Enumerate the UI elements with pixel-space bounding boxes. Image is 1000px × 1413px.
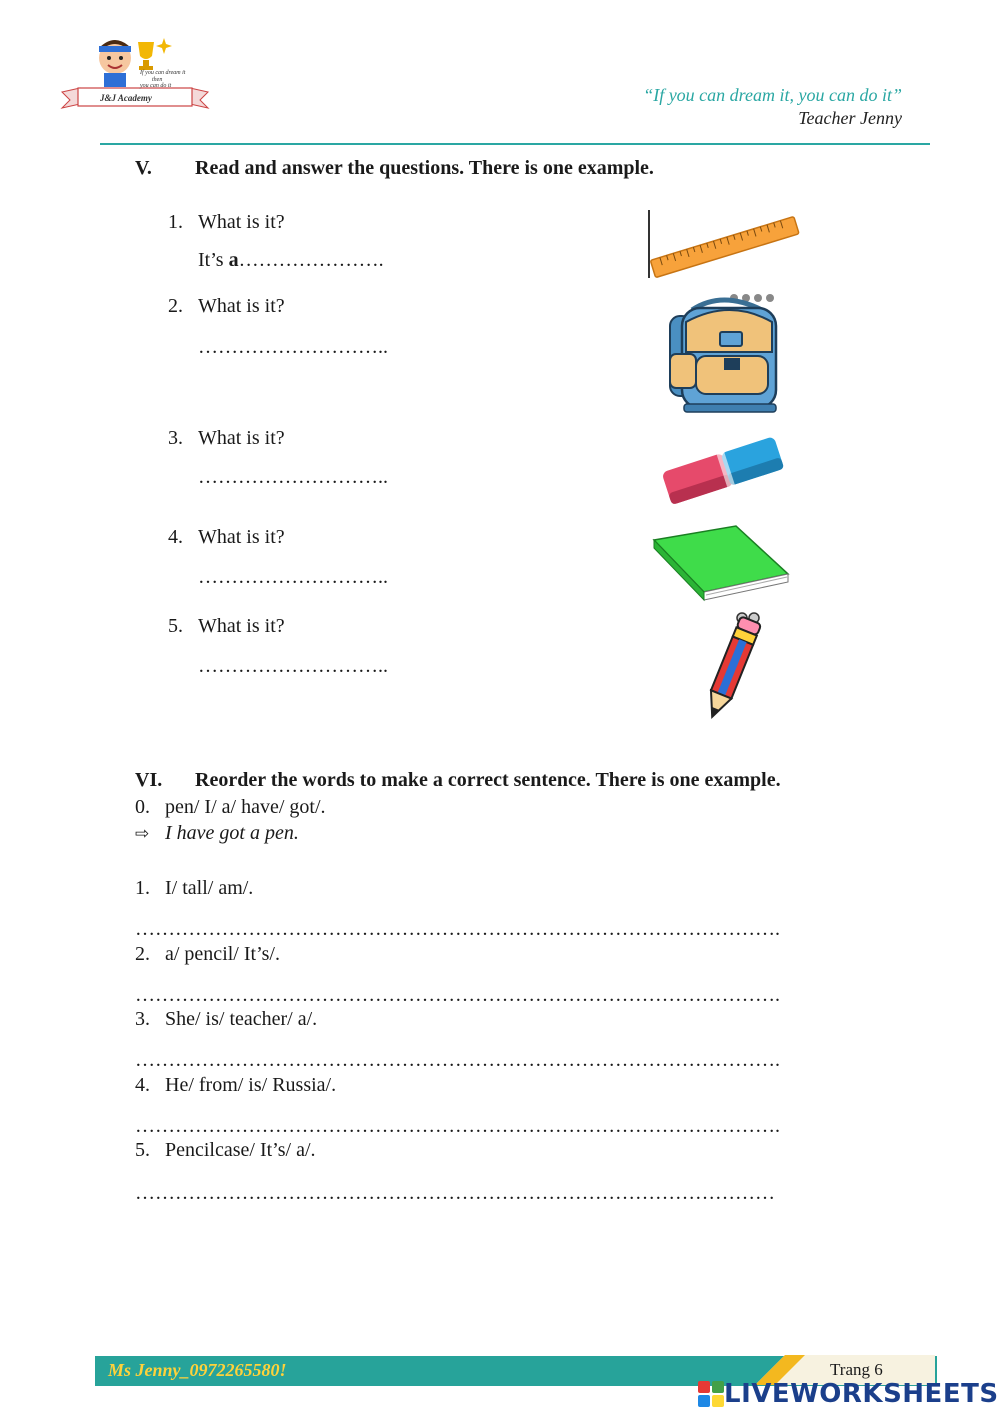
question-5 <box>168 615 285 638</box>
item-number: 2. <box>135 943 150 965</box>
ruler-picture <box>645 208 805 283</box>
item-number: 3. <box>135 1008 150 1030</box>
liveworksheets-brand[interactable] <box>698 1378 999 1410</box>
question-3 <box>168 427 285 450</box>
arrow-icon: ⇨ <box>135 824 150 844</box>
example-answer <box>135 822 299 845</box>
item-number: 4. <box>135 1074 150 1096</box>
logo-slogan-top: If you can dream it <box>140 70 186 76</box>
reorder-item-5 <box>135 1139 316 1162</box>
pencil-picture <box>690 612 770 730</box>
section-6-heading <box>135 769 781 792</box>
logo-slogan-mid: then <box>152 77 163 83</box>
example-number: 0. <box>135 796 150 818</box>
page-number: Trang 6 <box>830 1360 883 1379</box>
question-number: 4. <box>168 526 183 548</box>
book-picture <box>650 522 790 602</box>
eraser-picture <box>655 424 790 510</box>
question-1 <box>168 211 285 234</box>
answer-3-blank[interactable]: ……………………….. <box>198 466 388 488</box>
academy-logo <box>60 30 210 122</box>
example-item <box>135 796 326 819</box>
reorder-item-1 <box>135 877 253 900</box>
liveworksheets-logo-icon <box>698 1381 724 1407</box>
section-6-number: VI. <box>135 769 163 791</box>
reorder-item-4 <box>135 1074 336 1097</box>
reorder-item-2 <box>135 943 280 966</box>
answer-1[interactable] <box>198 249 384 272</box>
answer-2-blank[interactable]: ……………………….. <box>198 336 388 358</box>
question-text: What is it? <box>198 526 285 548</box>
reorder-answer-5[interactable]: …………………………………………………………………………………… <box>135 1182 775 1204</box>
question-number: 2. <box>168 295 183 317</box>
answer-blank[interactable]: …………………. <box>238 249 384 271</box>
reorder-answer-3[interactable]: ……………………………………………………………………………………. <box>135 1049 780 1071</box>
item-words: I/ tall/ am/. <box>165 877 254 899</box>
question-text: What is it? <box>198 427 285 449</box>
header-divider <box>100 143 930 145</box>
section-5-number: V. <box>135 157 152 179</box>
question-text: What is it? <box>198 211 285 233</box>
answer-prefix: It’s <box>198 249 229 271</box>
item-number: 1. <box>135 877 150 899</box>
reorder-item-3 <box>135 1008 317 1031</box>
question-text: What is it? <box>198 295 285 317</box>
question-2 <box>168 295 285 318</box>
item-words: Pencilcase/ It’s/ a/. <box>165 1139 316 1161</box>
reorder-answer-2[interactable]: ……………………………………………………………………………………. <box>135 984 780 1006</box>
backpack-picture <box>662 292 782 414</box>
logo-slogan-bottom: you can do it <box>140 83 172 89</box>
section-5-heading <box>135 157 654 180</box>
section-5-title: Read and answer the questions. There is one example. <box>195 157 654 179</box>
header-teacher: Teacher Jenny <box>798 108 902 128</box>
item-number: 5. <box>135 1139 150 1161</box>
question-number: 5. <box>168 615 183 637</box>
header-motto: “If you can dream it, you can do it” <box>643 85 902 105</box>
reorder-answer-1[interactable]: ……………………………………………………………………………………. <box>135 918 780 940</box>
question-text: What is it? <box>198 615 285 637</box>
question-number: 1. <box>168 211 183 233</box>
example-words: pen/ I/ a/ have/ got/. <box>165 796 326 818</box>
question-number: 3. <box>168 427 183 449</box>
section-6-title: Reorder the words to make a correct sentence. There is one example. <box>195 769 781 791</box>
item-words: He/ from/ is/ Russia/. <box>165 1074 337 1096</box>
liveworksheets-text: LIVEWORKSHEETS <box>724 1379 999 1409</box>
item-words: a/ pencil/ It’s/. <box>165 943 280 965</box>
logo-banner-text: J&J Academy <box>100 93 152 103</box>
answer-4-blank[interactable]: ……………………….. <box>198 566 388 588</box>
question-4 <box>168 526 285 549</box>
footer-contact: Ms Jenny_0972265580! <box>108 1360 287 1380</box>
answer-5-blank[interactable]: ……………………….. <box>198 655 388 677</box>
reorder-answer-4[interactable]: ……………………………………………………………………………………. <box>135 1115 780 1137</box>
answer-example-word: a <box>228 249 239 271</box>
item-words: She/ is/ teacher/ a/. <box>165 1008 318 1030</box>
example-answer-text: I have got a pen. <box>165 822 299 844</box>
